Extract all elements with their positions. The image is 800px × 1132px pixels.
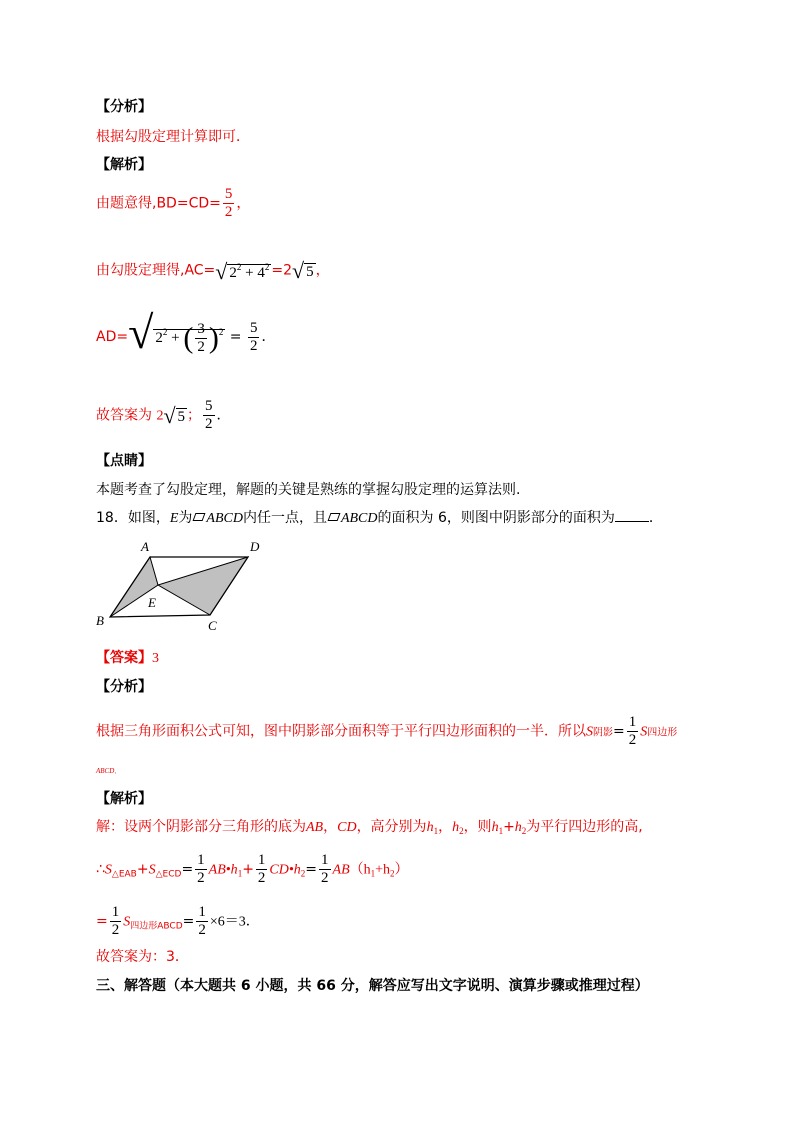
coefficient: 2 xyxy=(156,408,164,424)
fraction-numerator: 1 xyxy=(111,904,120,920)
fraction xyxy=(196,904,208,939)
problem-text: 为 xyxy=(178,510,193,526)
radicand: 5 xyxy=(177,408,186,425)
equals: = xyxy=(613,723,625,740)
punctuation: ． xyxy=(114,767,122,775)
sqrt-expression xyxy=(215,258,271,283)
radical-sign-icon: √ xyxy=(215,259,228,284)
fraction-denominator: 2 xyxy=(205,416,213,432)
label-d: D xyxy=(250,539,260,554)
shaded-triangle-ecd xyxy=(158,557,248,615)
solution-line-1-text: 由题意得,BD=CD= xyxy=(96,195,221,212)
punctuation: ， xyxy=(236,195,251,212)
fraction xyxy=(248,320,260,355)
plus: + xyxy=(503,819,515,835)
problem-number: 18．如图， xyxy=(96,510,170,526)
separator: ； xyxy=(187,407,202,424)
answer-value: 3 xyxy=(152,651,159,666)
radical-sign-icon: √ xyxy=(291,257,305,283)
subscript: 2 xyxy=(459,826,464,836)
parallelogram-icon xyxy=(193,513,206,521)
abcd-subscript: ABCD xyxy=(96,767,115,775)
solution-18-line-2 xyxy=(96,852,409,887)
fraction-numerator: 5 xyxy=(224,186,233,202)
equals: = xyxy=(96,913,108,930)
solution-line-2 xyxy=(96,258,330,283)
fraction-numerator: 1 xyxy=(321,852,329,868)
subscript: 1 xyxy=(433,826,439,836)
fraction-denominator: 2 xyxy=(257,870,266,886)
equals: = xyxy=(305,861,318,878)
radicand: 5 xyxy=(306,263,314,280)
equals: = xyxy=(182,913,195,930)
solution-line-4 xyxy=(96,398,231,433)
fraction-numerator: 1 xyxy=(628,714,637,730)
comment-text: 本题考查了勾股定理，解题的关键是熟练的掌握勾股定理的运算法则. xyxy=(96,482,521,498)
solution-18-line-4: 故答案为：3． xyxy=(96,949,189,965)
sqrt-five xyxy=(163,402,187,428)
solution-18-text: ，则 xyxy=(463,819,492,835)
fraction-denominator: 2 xyxy=(197,870,205,886)
punctuation: ． xyxy=(216,407,231,424)
abcd-label: ABCD xyxy=(206,511,243,526)
answer-18 xyxy=(96,649,159,668)
fraction-numerator: 5 xyxy=(249,319,258,336)
height-h1: h xyxy=(491,820,499,835)
fraction xyxy=(110,904,122,939)
fraction-numerator: 5 xyxy=(205,398,213,414)
problem-18 xyxy=(96,509,663,528)
segment-cd: CD xyxy=(337,820,357,835)
fraction xyxy=(195,852,207,887)
label-e: E xyxy=(148,595,156,610)
punctuation: ， xyxy=(315,262,330,279)
solution-header: 【解析】 xyxy=(96,157,152,173)
height-h2: h xyxy=(514,820,522,835)
abcd-label: ABCD xyxy=(340,511,378,526)
plus: + xyxy=(136,861,149,878)
analysis-18-text xyxy=(96,714,677,749)
fraction-numerator: 1 xyxy=(198,904,206,920)
fraction xyxy=(256,852,268,887)
punctuation: ， xyxy=(438,819,453,835)
label-a: A xyxy=(141,539,149,554)
subscript: 2 xyxy=(300,868,306,879)
fraction-numerator: 1 xyxy=(197,852,205,868)
sqrt-five xyxy=(291,257,316,283)
solution-18-text: 为平行四边形的高, xyxy=(526,819,643,835)
plus-h: +h xyxy=(375,862,391,878)
fraction xyxy=(203,398,215,433)
subscript: 1 xyxy=(370,868,376,879)
area-symbol: S xyxy=(640,724,648,740)
punctuation: ． xyxy=(261,329,276,346)
point-e: E xyxy=(169,511,179,526)
fraction xyxy=(319,852,331,887)
paren-open: （h xyxy=(349,862,371,878)
label-b: B xyxy=(96,613,104,628)
result-tail: ×6＝3． xyxy=(209,914,260,930)
fraction-denominator: 2 xyxy=(198,922,206,938)
label-c: C xyxy=(208,618,217,633)
radicand: $2^2 + 4^2$ xyxy=(229,262,270,281)
solution-line-3: AD=√ $2^2$ + ( $\frac{3}{2}$ )$^2$ = $\frac{5}{2}$ ． xyxy=(96,307,276,358)
plus: + xyxy=(242,861,254,878)
radicand: $2^2$ + ( $\frac{3}{2}$ )$^2$ xyxy=(155,321,224,356)
equals-two: =2 xyxy=(271,262,292,279)
solution-18-header: 【解析】 xyxy=(96,791,152,807)
subscript: 2 xyxy=(390,868,395,879)
subscript: 四边形ABCD xyxy=(130,921,183,932)
segment-ab: AB xyxy=(306,820,324,835)
solution-18-line-1 xyxy=(96,818,643,840)
solution-line-2-text: 由勾股定理得,AC= xyxy=(96,262,216,279)
fraction xyxy=(627,714,639,749)
area-subscript: 阴影 xyxy=(593,727,613,739)
analysis-header: 【分析】 xyxy=(96,99,152,115)
term-ab-h1: AB•h xyxy=(208,862,238,878)
problem-text: 的面积为 6，则图中阴影部分的面积为 xyxy=(377,510,615,526)
problem-text: 内任一点，且 xyxy=(242,510,327,526)
solution-18-text: 解：设两个阴影部分三角形的底为 xyxy=(96,819,306,835)
section-3-title: 三、解答题（本大题共 6 小题，共 66 分，解答应写出文字说明、演算步骤或推理过程） xyxy=(96,978,649,994)
height-h1: h xyxy=(426,820,434,835)
solution-line-4-text: 故答案为 xyxy=(96,407,152,424)
solution-18-text: ，高分别为 xyxy=(356,819,427,835)
parallelogram-figure xyxy=(90,535,270,635)
radical-sign-icon: √ xyxy=(128,307,154,358)
analysis-text: 根据勾股定理计算即可． xyxy=(96,129,250,145)
answer-blank xyxy=(615,509,649,522)
solution-line-3-text: AD= xyxy=(96,329,129,346)
subscript: △ECD xyxy=(155,869,182,880)
area-symbol: S xyxy=(104,862,112,878)
punctuation: ， xyxy=(323,819,338,835)
subscript: 1 xyxy=(498,826,504,836)
segment-ab: AB xyxy=(332,862,350,878)
radical-sign-icon: √ xyxy=(163,402,176,428)
analysis-18-body: 根据三角形面积公式可知，图中阴影部分面积等于平行四边形面积的一半．所以 xyxy=(96,723,586,740)
punctuation: ． xyxy=(648,510,663,526)
answer-header: 【答案】 xyxy=(96,650,152,666)
parallelogram-icon xyxy=(327,513,340,521)
paren-close: ） xyxy=(394,861,409,878)
fraction-denominator: 2 xyxy=(628,732,637,748)
area-symbol: S xyxy=(148,862,156,878)
fraction-numerator: 1 xyxy=(257,852,266,868)
fraction-denominator: 2 xyxy=(111,922,120,938)
fraction-denominator: 2 xyxy=(224,204,233,220)
subscript: △EAB xyxy=(111,869,137,880)
fraction-denominator: 2 xyxy=(321,870,329,886)
subscript: 2 xyxy=(521,826,527,836)
solution-18-line-3 xyxy=(96,904,260,939)
area-symbol: S xyxy=(123,914,131,930)
term-cd-h2: CD•h xyxy=(269,862,301,878)
comment-header: 【点睛】 xyxy=(96,453,152,469)
analysis-18-header: 【分析】 xyxy=(96,679,152,695)
area-subscript: 四边形 xyxy=(647,727,678,739)
area-symbol: S xyxy=(586,724,593,740)
solution-line-1 xyxy=(96,186,250,221)
equals: = xyxy=(181,861,194,878)
fraction-denominator: 2 xyxy=(249,337,258,354)
height-h2: h xyxy=(452,820,460,835)
therefore-symbol: ∴ xyxy=(96,861,105,878)
analysis-18-continuation xyxy=(96,766,121,776)
fraction xyxy=(223,186,235,221)
subscript: 1 xyxy=(237,868,243,879)
